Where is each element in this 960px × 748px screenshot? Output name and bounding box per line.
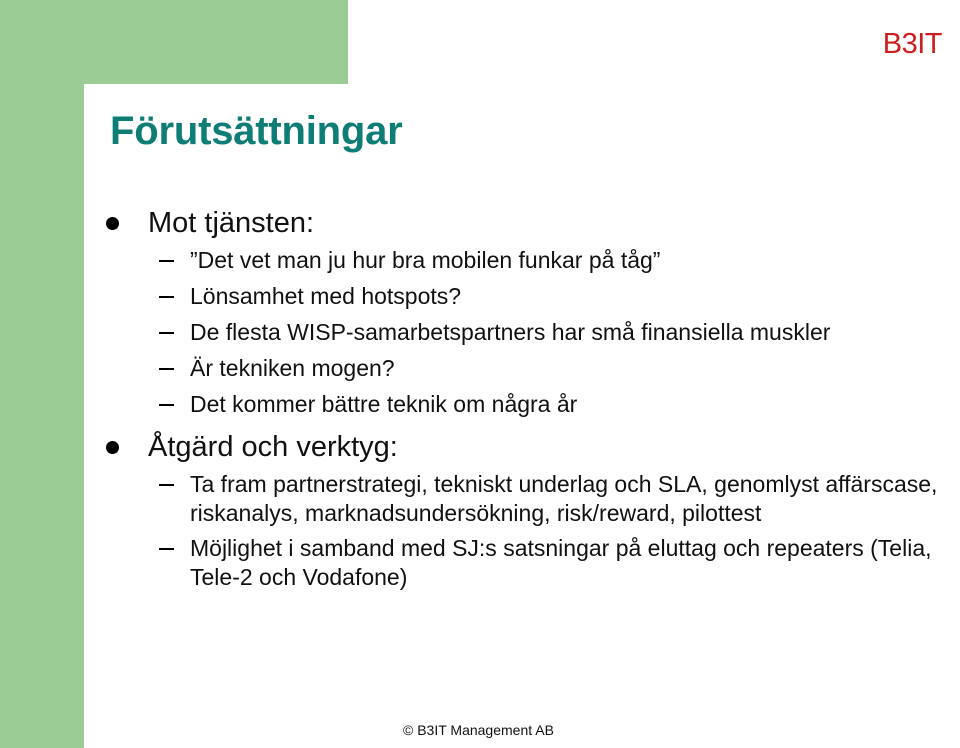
list-item-text: ”Det vet man ju hur bra mobilen funkar på tåg”	[190, 247, 661, 273]
company-logo: B3IT	[882, 28, 942, 60]
list-item	[106, 318, 956, 346]
bullet-label: Mot tjänsten:	[148, 207, 315, 239]
dash-icon	[159, 296, 174, 298]
bullet-dot-icon	[106, 217, 119, 230]
list-item-text: Är tekniken mogen?	[190, 355, 395, 381]
mot-tjansten-list	[106, 246, 956, 418]
list-item-text: Möjlighet i samband med SJ:s satsningar på eluttag och repeaters (Telia, Tele-2 och Vodafone)	[190, 535, 932, 590]
list-item	[106, 354, 956, 382]
top-green-band	[0, 0, 348, 84]
list-item-text: Ta fram partnerstrategi, tekniskt underlag och SLA, genomlyst affärscase, riskanalys, marknadsundersökning, risk/reward, pilottest	[190, 471, 938, 526]
bullet-label: Åtgärd och verktyg:	[148, 431, 398, 463]
bullet-mot-tjansten	[106, 206, 956, 241]
page-title: Förutsättningar	[110, 109, 403, 153]
dash-icon	[159, 484, 174, 486]
dash-icon	[159, 368, 174, 370]
footer-copyright: © B3IT Management AB	[403, 722, 554, 738]
left-green-band	[0, 0, 84, 748]
list-item	[106, 246, 956, 274]
list-item	[106, 390, 956, 418]
list-item	[106, 470, 956, 528]
dash-icon	[159, 404, 174, 406]
slide-content	[106, 206, 956, 598]
bullet-dot-icon	[106, 441, 119, 454]
list-item	[106, 534, 956, 592]
dash-icon	[159, 548, 174, 550]
dash-icon	[159, 332, 174, 334]
section-atgard	[106, 430, 956, 592]
atgard-list	[106, 470, 956, 592]
list-item-text: Lönsamhet med hotspots?	[190, 283, 462, 309]
dash-icon	[159, 260, 174, 262]
list-item-text: De flesta WISP-samarbetspartners har små finansiella muskler	[190, 319, 831, 345]
list-item	[106, 282, 956, 310]
section-mot-tjansten	[106, 206, 956, 418]
bullet-atgard	[106, 430, 956, 465]
list-item-text: Det kommer bättre teknik om några år	[190, 391, 578, 417]
